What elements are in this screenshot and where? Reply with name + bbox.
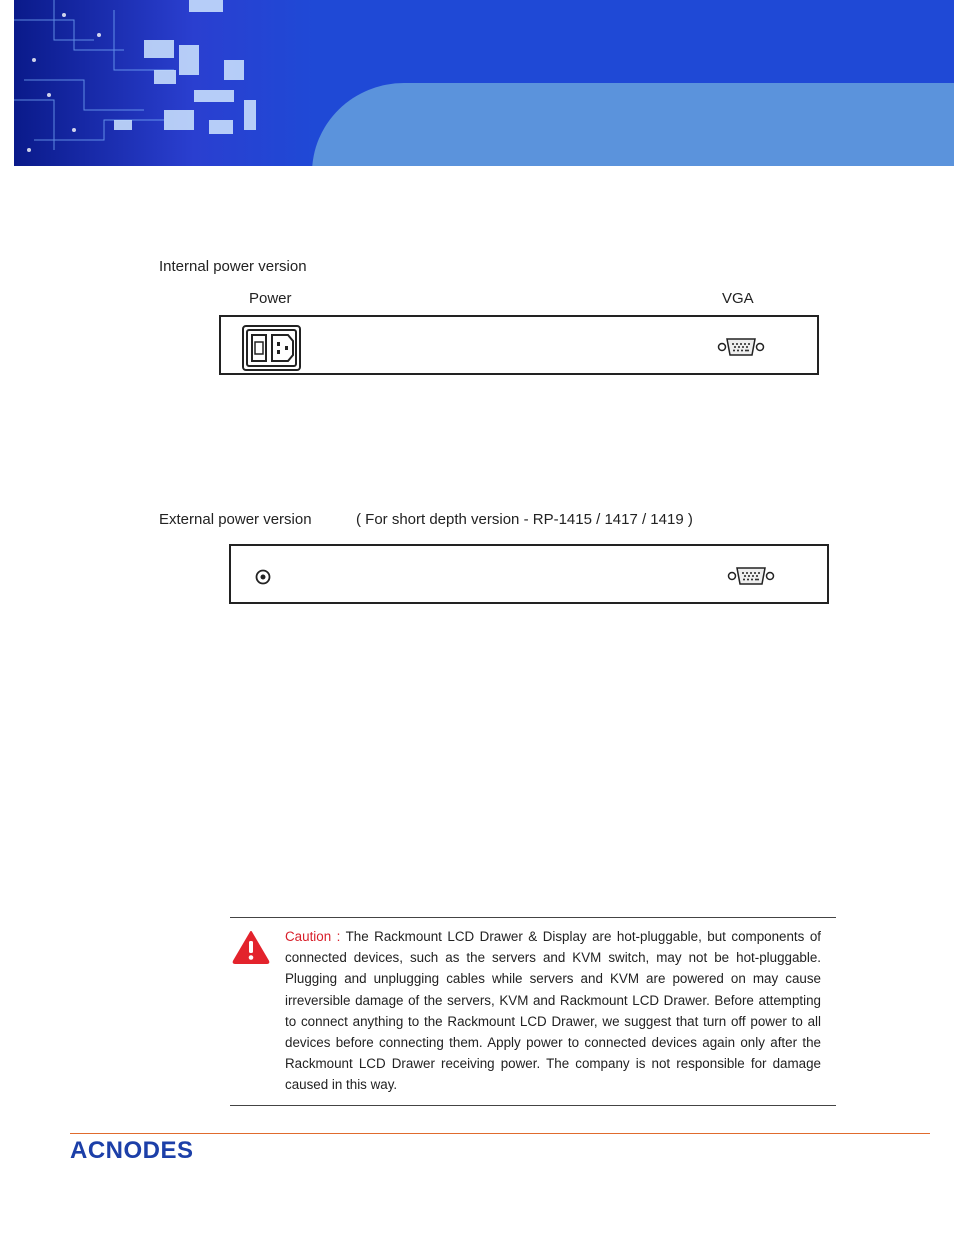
vga-label: VGA xyxy=(722,290,754,307)
caution-body: The Rackmount LCD Drawer & Display are hot-pluggable, but components of connected devices, such as the servers and KVM switch, may not be hot-pluggable. Plugging and unplugging cables while servers and KVM are powered on may cause irreversible damage of the servers, KVM and Rackmount LCD Drawer. Before attempting to connect anything to the Rackmount LCD Drawer, we suggest that turn off power to all devices before connecting them. Apply power to connected devices again only after the Rackmount LCD Drawer receiving power. The company is not responsible for damage caused in this way. xyxy=(285,929,821,1093)
power-label: Power xyxy=(249,290,292,307)
warning-triangle-icon xyxy=(232,930,270,964)
dc-jack-icon xyxy=(255,569,271,585)
footer-rule xyxy=(70,1133,930,1134)
header-banner xyxy=(14,0,954,166)
internal-power-title: Internal power version xyxy=(159,258,307,275)
power-inlet-switch-icon xyxy=(242,325,302,371)
caution-bottom-rule xyxy=(230,1105,836,1106)
caution-paragraph xyxy=(285,926,821,1096)
caution-title: Caution : xyxy=(285,929,346,944)
external-rear-panel xyxy=(229,544,829,604)
internal-rear-panel xyxy=(219,315,819,375)
vga-connector-icon xyxy=(717,336,765,358)
header-curve xyxy=(312,83,954,166)
circuit-board-image xyxy=(14,0,314,166)
acnodes-logo: ACNODES xyxy=(70,1137,194,1164)
caution-top-rule xyxy=(230,917,836,918)
external-power-title: External power version xyxy=(159,511,312,528)
vga-connector-icon xyxy=(727,565,775,587)
external-power-note: ( For short depth version - RP-1415 / 1417 / 1419 ) xyxy=(356,511,693,528)
